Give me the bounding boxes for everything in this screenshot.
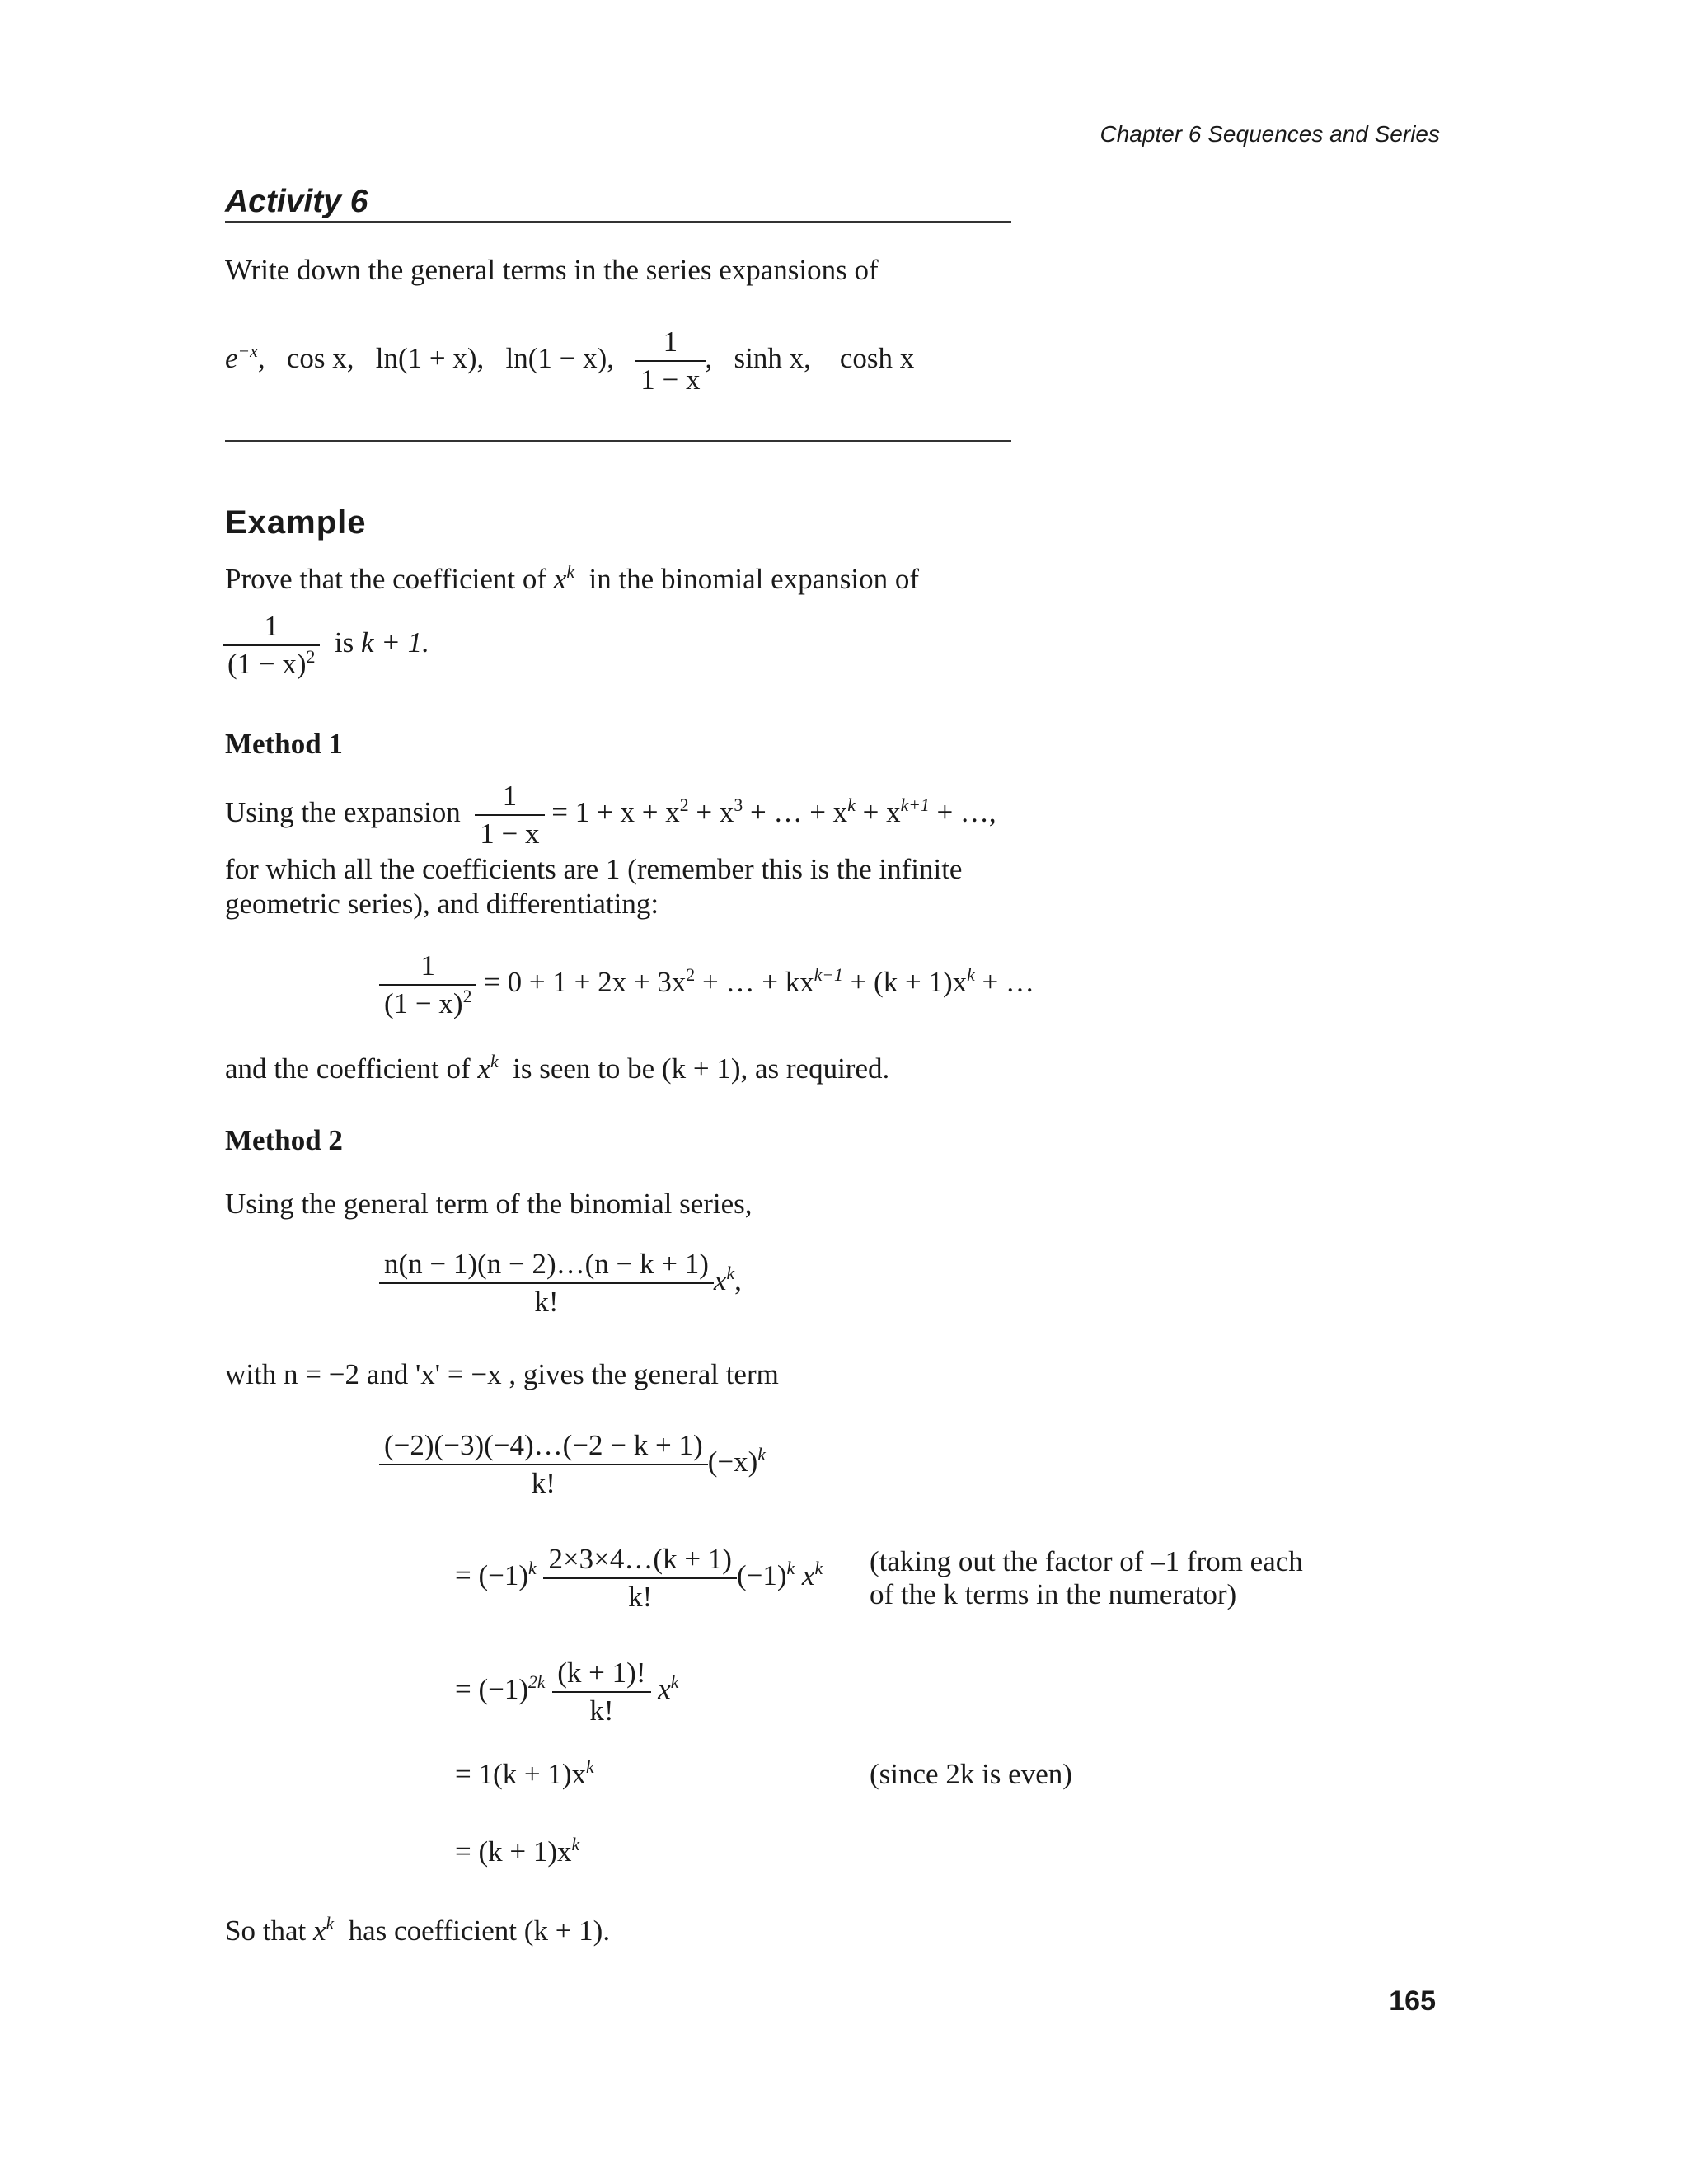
fraction-numerator: 1: [663, 326, 678, 358]
method2-heading: Method 2: [225, 1124, 343, 1156]
example-heading: Example: [225, 504, 367, 541]
running-header: Chapter 6 Sequences and Series: [1100, 121, 1440, 147]
step2-expression: = $(-1)^k$ $\frac{2\times 3\times 4\dots(k + 1)}{k!}$ $(-1)^k$ $x^k$: [455, 1541, 823, 1615]
activity-intro: Write down the general terms in the series expansions of: [225, 254, 879, 286]
method1-heading: Method 1: [225, 728, 343, 760]
binomial-general-term: $\frac{n(n - 1)(n - 2)\dots(n - k + 1)}{k!}$ $x^k$,: [379, 1246, 742, 1320]
example-fraction-line: $\frac{1}{(1 - x)^2}$ is k + 1.: [223, 608, 429, 682]
step5-expression: = $(k + 1)x^k$: [455, 1834, 580, 1868]
fraction-denominator: 1 − x: [635, 360, 705, 398]
cosh-term: cosh x: [839, 341, 915, 374]
method2-substitution-line: with n = −2 and 'x' = −x , gives the general term: [225, 1358, 779, 1390]
activity-function-list: $e^{-x}$, cos x, ln(1 + x), ln(1 − x), $\frac{1}{1 - x}$ , sinh x, cosh x: [225, 324, 914, 398]
page-number: 165: [1389, 1985, 1436, 2017]
cos-term: cos x,: [286, 341, 354, 374]
example-fraction: $\frac{1}{(1 - x)^2}$: [223, 608, 320, 682]
step4-note: (since 2k is even): [870, 1758, 1072, 1790]
step3-expression: = $(-1)^{2k}$ $\frac{(k + 1)!}{k!}$ $x^k$: [455, 1655, 678, 1729]
step2-note-line2: of the k terms in the numerator): [870, 1578, 1237, 1610]
example-statement: Prove that the coefficient of $x^k$ in the binomial expansion of: [225, 561, 919, 595]
step2-note-line1: (taking out the factor of –1 from each: [870, 1545, 1303, 1577]
derivative-fraction: $\frac{1}{(1 - x)^2}$: [379, 948, 476, 1022]
ln-minus-term: ln(1 − x),: [505, 341, 615, 374]
general-term-fraction: $\frac{n(n - 1)(n - 2)\dots(n - k + 1)}{k!}$: [379, 1246, 714, 1320]
activity-title: Activity 6: [225, 184, 368, 219]
activity-bottom-rule: [225, 440, 1011, 442]
method1-derivative-equation: $\frac{1}{(1 - x)^2}$ = $0 + 1 + 2x + 3x^2$ + … + $kx^{k-1} + (k + 1)x^k$ + …: [379, 948, 1034, 1022]
exp-base: e: [225, 341, 238, 374]
sinh-term: sinh x,: [734, 341, 811, 374]
method2-final-statement: So that $x^k$ has coefficient (k + 1).: [225, 1913, 611, 1947]
ln-plus-term: ln(1 + x),: [375, 341, 485, 374]
step1-expression: $\frac{(-2)(-3)(-4)\dots(-2 - k + 1)}{k!}$ $(-x)^k$: [379, 1427, 766, 1502]
method1-conclusion: and the coefficient of $x^k$ is seen to be (k + 1), as required.: [225, 1051, 890, 1085]
reciprocal-fraction: [635, 324, 705, 398]
step4-expression: = $1(k + 1)x^k$: [455, 1756, 594, 1790]
method1-text-line2: for which all the coefficients are 1 (remember this is the infinite: [225, 853, 963, 885]
method2-lead: Using the general term of the binomial series,: [225, 1188, 753, 1220]
exp-power: −x: [237, 340, 258, 361]
activity-top-rule: [225, 221, 1011, 223]
method1-text-line3: geometric series), and differentiating:: [225, 888, 659, 920]
method1-expansion: Using the expansion $\frac{1}{1 - x}$ = $1 + x + x^2 + x^3$ + … + $x^k + x^{k+1}$ + …,: [225, 778, 996, 852]
geometric-fraction: $\frac{1}{1 - x}$: [475, 778, 544, 852]
